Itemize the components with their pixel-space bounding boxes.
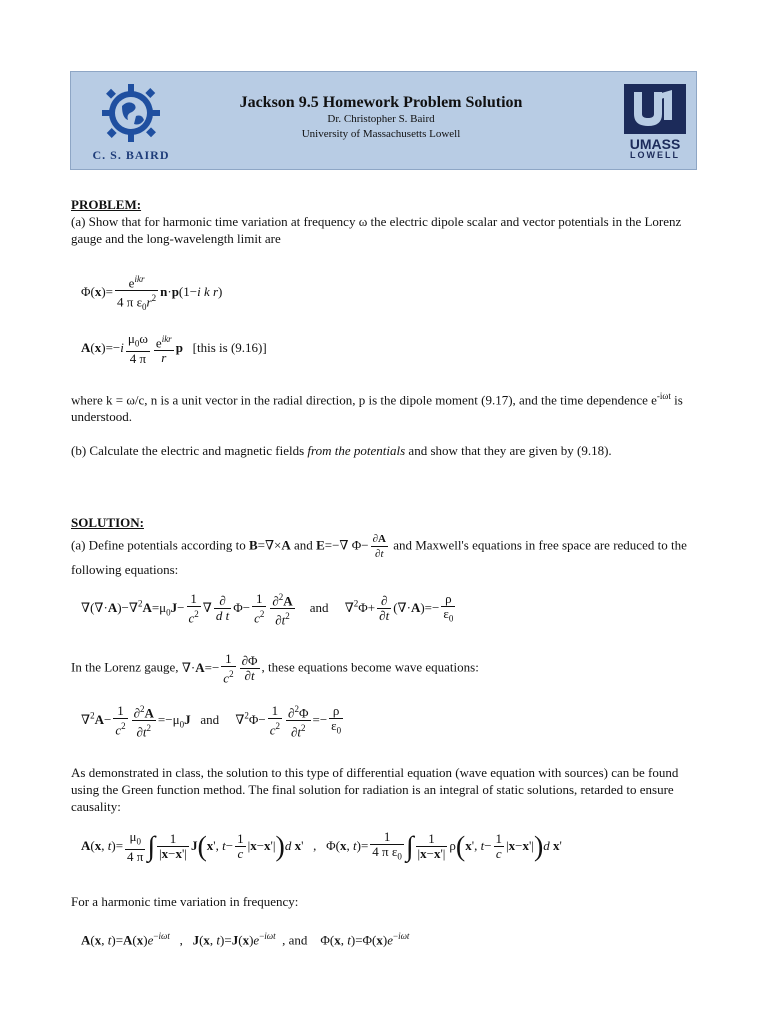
solution-heading: SOLUTION: bbox=[71, 515, 144, 530]
baird-logo bbox=[83, 80, 179, 166]
solution-intro: (a) Define potentials according to B=∇×A and E=−∇ Φ− $\frac{\partial A}{\partial t}$ and Maxwell's equations in free space are reduced to the following equations: bbox=[71, 533, 687, 577]
lorenz-gauge-line: In the Lorenz gauge, ∇·A=− $\frac{1}{c^2}$ $\frac{\partial\Phi}{\partial t}$ , these equations become wave equations: bbox=[71, 651, 479, 686]
author-name: Dr. Christopher S. Baird bbox=[327, 113, 435, 125]
baird-logo-text: C. S. BAIRD bbox=[92, 148, 170, 162]
umass-mark-icon bbox=[624, 84, 686, 134]
gear-globe-icon bbox=[96, 80, 166, 146]
document-header bbox=[70, 71, 697, 170]
problem-part-b: (b) Calculate the electric and magnetic fields from the potentials and show that they are given by (9.18). bbox=[71, 443, 612, 458]
document-body bbox=[71, 196, 701, 948]
header-text bbox=[191, 94, 571, 142]
institution-name: University of Massachusetts Lowell bbox=[301, 128, 461, 140]
equation-retarded-solutions: A(x, t)= $\frac{\mu_0}{4 \pi}$ ∫ $\frac{1}{|x-x'|}$ J(x', t− $\frac{1}{c}$ |x−x'|)d x' , Φ(x, t)= $\frac{1}{4 \pi \varepsilon_0}$ ∫ $\frac{1}{|x-x'|}$ ρ(x', t− $\frac{1}{c}$ |x−x'|)d x' bbox=[81, 829, 562, 864]
where-paragraph: where k = ω/c, n is a unit vector in the radial direction, p is the dipole moment (9.17), and the time dependence $e^{-i\omega t}$ is understood. bbox=[71, 391, 683, 425]
equation-maxwell-reduced: $\nabla(\nabla\cdot A)-\nabla^2A=\mu_0J-$ $\frac{1}{c^2}$ ∇ $\frac{\partial}{\text{d t}}$ Φ− $\frac{1}{c^2}$ $\frac{\partial^2A}{\partial t^2}$ and ∇$^2$Φ+ $\frac{\partial}{\partial t}$ (∇·A)=− $\frac{\rho}{\varepsilon_0}$ bbox=[81, 591, 454, 628]
document-title: Jackson 9.5 Homework Problem Solution bbox=[239, 94, 523, 111]
lowell-text: LOWELL bbox=[630, 150, 680, 160]
equation-harmonic: A(x, $t)=A(x)e^{-i\omega t}$ , J(x, $t)=J(x)e^{-i\omega t}$ , and Φ(x, $t)=\Phi(x)e^{-i\omega t}$ bbox=[81, 931, 410, 948]
equation-note: [this is (9.16)] bbox=[192, 339, 267, 355]
umass-lowell-logo bbox=[624, 84, 686, 164]
equation-scalar-potential: Φ(x)= $\frac{e^{ikr}}{4 \pi \varepsilon_0r^2}$ n·p(1−i k r) bbox=[81, 274, 223, 313]
demonstrated-paragraph: As demonstrated in class, the solution to this type of differential equation (wave equation with sources) can be found using the Green function method. The final solution for radiation is an integral of static solutions, retarded to ensure causality: bbox=[71, 765, 679, 814]
equation-wave: ∇$^2$A− $\frac{1}{c^2}$ $\frac{\partial^2A}{\partial t^2}$ $=-\mu_0J$ and ∇$^2$Φ− $\frac{1}{c^2}$ $\frac{\partial^2\Phi}{\partial t^2}$ =− $\frac{\rho}{\varepsilon_0}$ bbox=[81, 703, 342, 740]
problem-heading: PROBLEM: bbox=[71, 197, 142, 212]
umass-text: UMASS bbox=[629, 136, 681, 152]
equation-vector-potential: A(x)=−i $\frac{\mu_0\omega}{4 \pi}$ $\frac{e^{ikr}}{r}$ p [this is (9.16)] bbox=[81, 331, 267, 366]
harmonic-paragraph: For a harmonic time variation in frequency: bbox=[71, 894, 299, 909]
problem-part-a: (a) Show that for harmonic time variation at frequency ω the electric dipole scalar and vector potentials in the Lorenz gauge and the long-wavelength limit are bbox=[71, 214, 682, 246]
